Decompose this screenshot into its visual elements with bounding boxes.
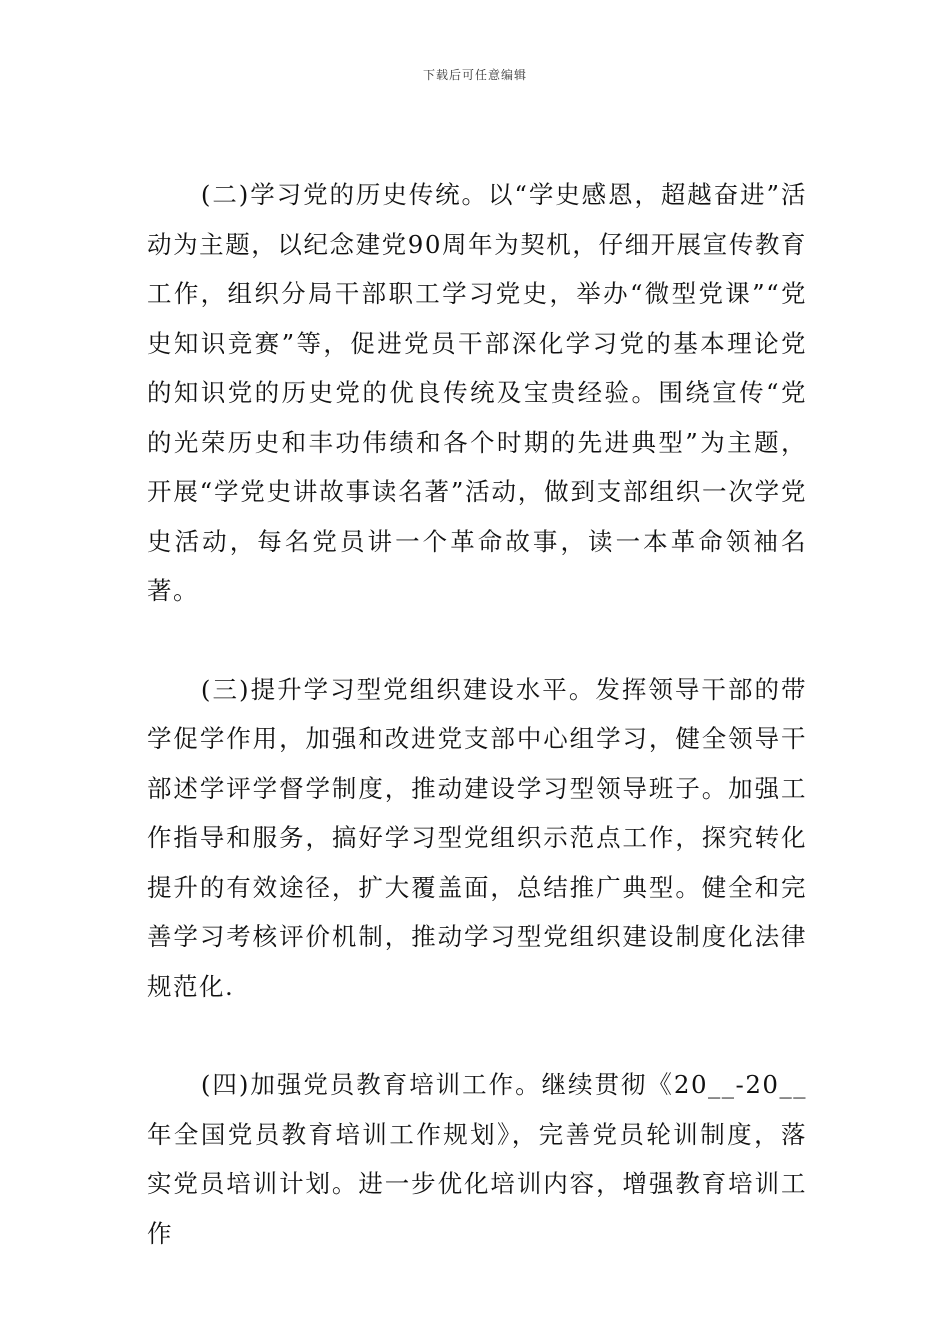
paragraph-4: (四)加强党员教育培训工作。继续贯彻《20__-20__年全国党员教育培训工作规划》，完善党员轮训制度，落实党员培训计划。进一步优化培训内容，增强教育培训工作 [147,1070,807,1248]
paragraph-3: (三)提升学习型党组织建设水平。发挥领导干部的带学促学作用，加强和改进党支部中心组学习，健全领导干部述学评学督学制度，推动建设学习型领导班子。加强工作指导和服务，搞好学习型党组织示范点工作，探究转化提升的有效途径，扩大覆盖面，总结推广典型。健全和完善学习考核评价机制，推动学习型党组织建设制度化法律规范化. [147,674,807,1001]
paragraph-2: (二)学习党的历史传统。以“学史感恩，超越奋进”活动为主题，以纪念建党90周年为契机，仔细开展宣传教育工作，组织分局干部职工学习党史，举办“微型党课”“党史知识竞赛”等，促进党员干部深化学习党的基本理论党的知识党的历史党的优良传统及宝贵经验。围绕宣传“党的光荣历史和丰功伟绩和各个时期的先进典型”为主题，开展“学党史讲故事读名著”活动，做到支部组织一次学党史活动，每名党员讲一个革命故事，读一本革命领袖名著。 [147,180,807,605]
document-body [147,170,807,1258]
page-header: 下载后可任意编辑 [422,68,527,82]
